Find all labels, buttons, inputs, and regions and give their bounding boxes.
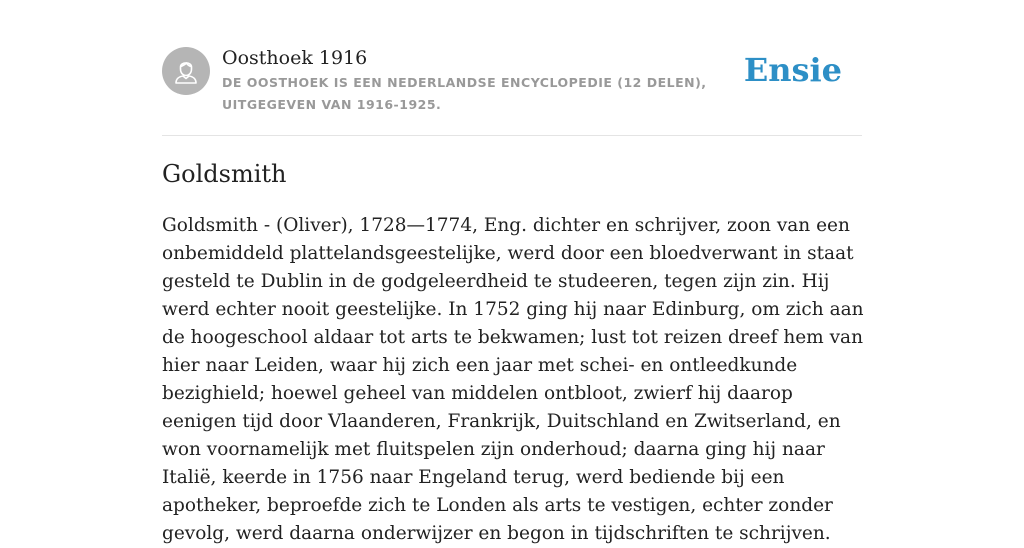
entry-body: Goldsmith - (Oliver), 1728—1774, Eng. dichter en schrijver, zoon van een onbemiddeld plattelandsgeestelijke, werd door een bloedverwant in staat gesteld te Dublin in de godgeleerdheid te studeeren, tegen zijn zin. Hij werd echter nooit geestelijke. In 1752 ging hij naar Edinburg, om zich aan de hoogeschool aldaar tot arts te bekwamen; lust tot reizen dreef hem van hier naar Leiden, waar hij zich een jaar met schei- en ontleedkunde bezighield; hoewel geheel van middelen ontbloot, zwierf hij daarop eenigen tijd door Vlaanderen, Frankrijk, Duitschland en Zwitserland, en won voornamelijk met fluitspelen zijn onderhoud; daarna ging hij naar Italië, keerde in 1756 naar Engeland terug, werd bediende bij een apotheker, beproefde zich te Londen als arts te vestigen, echter zonder gevolg, werd daarna onderwijzer en begon in tijdschriften te schrijven. <box>162 215 864 544</box>
source-description: DE OOSTHOEK IS EEN NEDERLANDSE ENCYCLOPEDIE (12 DELEN), UITGEGEVEN VAN 1916-1925. <box>222 75 707 112</box>
source-header <box>162 46 862 136</box>
user-silhouette-icon <box>171 56 201 86</box>
entry-title: Goldsmith <box>162 160 287 188</box>
source-title[interactable]: Oosthoek 1916 <box>222 47 368 69</box>
source-avatar[interactable] <box>162 47 210 95</box>
ensie-logo[interactable]: Ensie <box>743 51 842 89</box>
page <box>162 0 864 544</box>
header-divider <box>162 135 862 136</box>
